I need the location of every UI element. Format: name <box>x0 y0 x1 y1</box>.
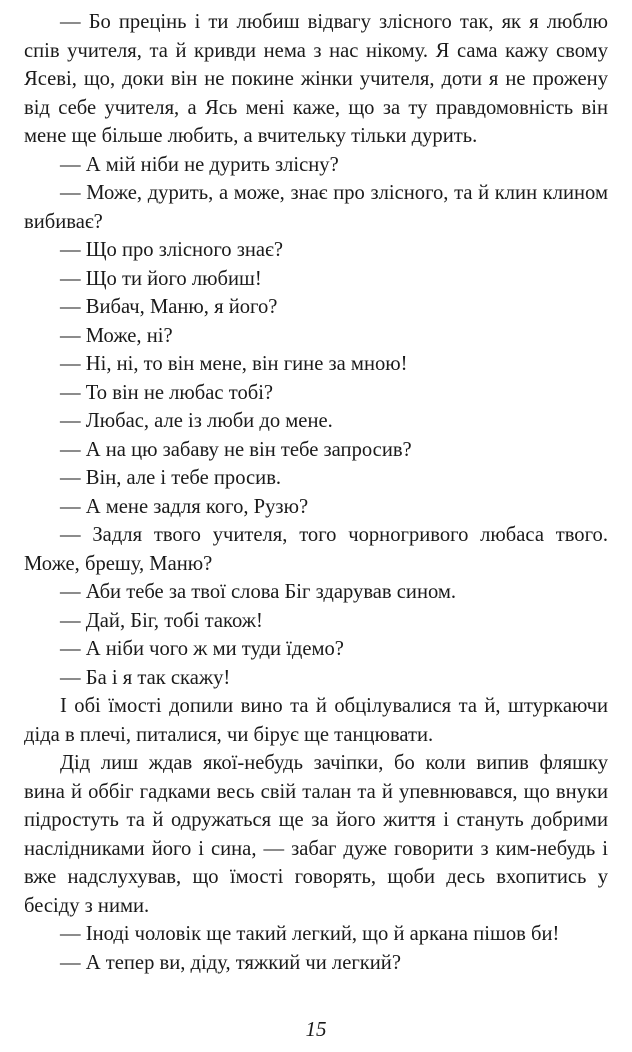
paragraph: Дід лиш ждав якої-небудь зачіпки, бо коли випив фляшку вина й оббіг гадками весь свій талан та й упевнювався, що внуки підростуть та й одружаться ще за його життя і стануть добрими наслідниками його і сина, — забаг дуже говорити з ким-небудь і вже надслухував, що їмості говорять, щоби десь вхопитись у бесіду з ними. <box>24 752 608 917</box>
paragraph: — Що про злісного знає? <box>60 239 283 261</box>
paragraph: — Бо прецінь і ти любиш відвагу злісного так, як я люблю спів учителя, та й кривди нема з нас нікому. Я сама кажу свому Ясеві, що, доки він не покине жінки учителя, доти я не прожену від себе учителя, а Ясь мені каже, що за ту правдомовність він мене ще більше любить, а вчительку тільки дурить. <box>24 11 608 147</box>
paragraph: — А ніби чого ж ми туди їдемо? <box>60 638 344 660</box>
paragraph: І обі їмості допили вино та й обцілувалися та й, штуркаючи діда в плечі, питалися, чи бірує ще танцювати. <box>24 695 608 746</box>
paragraph: — Він, але і тебе просив. <box>60 467 282 489</box>
paragraph: — Що ти його любиш! <box>60 267 262 290</box>
paragraph: — А мій ніби не дурить злісну? <box>60 153 339 176</box>
paragraph: — Може, ні? <box>60 324 173 347</box>
paragraph: — Іноді чоловік ще такий легкий, що й аркана пішов би! <box>60 923 560 945</box>
paragraph: — А мене задля кого, Рузю? <box>60 495 309 518</box>
paragraph: — Любас, але із люби до мене. <box>60 410 333 432</box>
paragraph: — Задля твого учителя, того чорногривого любаса твого. Може, брешу, Маню? <box>24 524 608 575</box>
paragraph: — То він не любас тобі? <box>60 381 274 404</box>
paragraph: — Ба і я так скажу! <box>60 666 231 689</box>
paragraph: — Аби тебе за твої слова Біг здарував сином. <box>60 581 457 603</box>
page-number: 15 <box>305 1017 327 1041</box>
paragraph: — А на цю забаву не він тебе запросив? <box>60 438 412 461</box>
paragraph: — Дай, Біг, тобі також! <box>60 609 263 632</box>
paragraph: — Вибач, Маню, я його? <box>60 296 278 318</box>
paragraph: — Може, дурить, а може, знає про злісного, та й клин клином вибиває? <box>24 182 608 233</box>
page-text <box>24 8 608 977</box>
paragraph: — Ні, ні, то він мене, він гине за мною! <box>60 353 408 375</box>
paragraph: — А тепер ви, діду, тяжкий чи легкий? <box>60 951 401 974</box>
